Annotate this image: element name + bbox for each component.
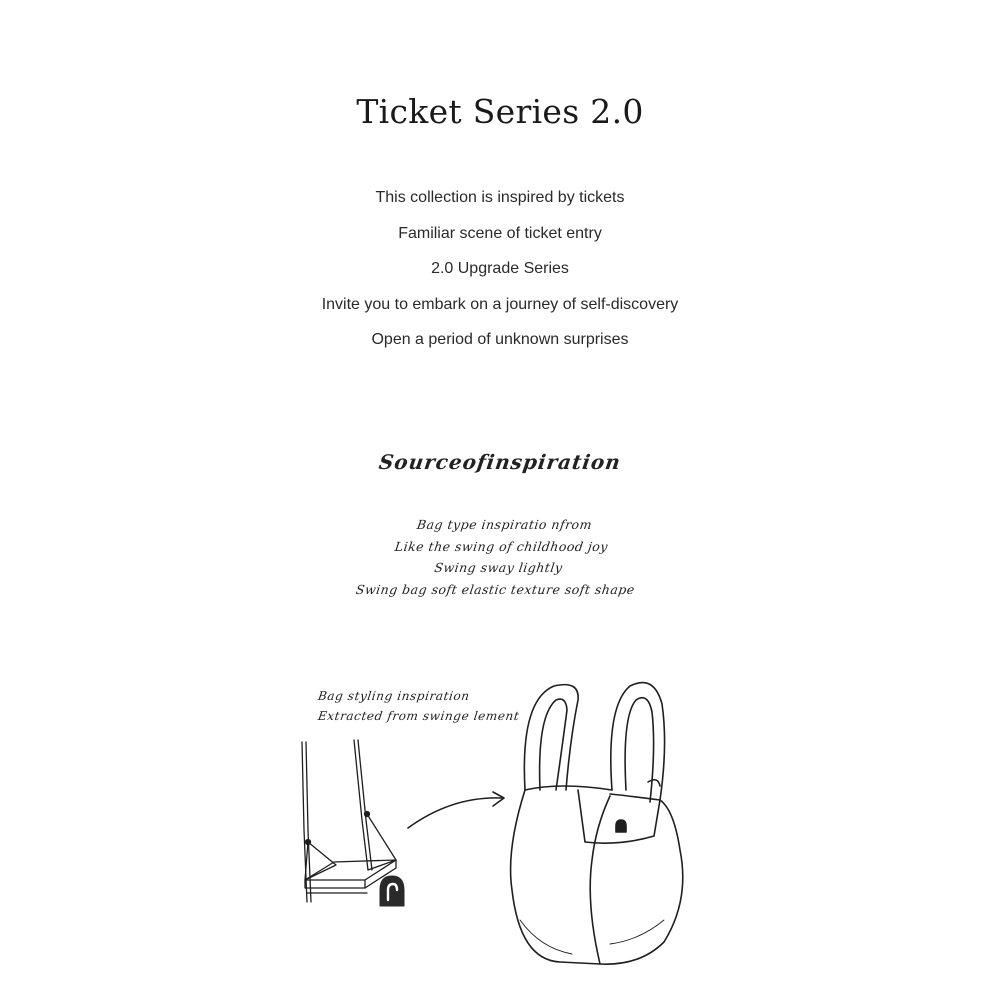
tote-bag-icon	[511, 683, 683, 965]
inspiration-line: Swing sway lightly	[433, 560, 564, 575]
styling-note-line: Bag styling inspiration	[317, 689, 471, 703]
intro-line: Invite you to embark on a journey of self-discovery	[321, 295, 679, 313]
lock-icon	[380, 876, 404, 906]
intro-line: Familiar scene of ticket entry	[398, 224, 602, 242]
intro-line: This collection is inspired by tickets	[375, 189, 625, 206]
inspiration-line: Like the swing of childhood joy	[393, 538, 610, 554]
arrow-icon	[408, 792, 504, 828]
intro-line: Open a period of unknown surprises	[371, 331, 629, 348]
styling-note-line: Extracted from swinge lement	[317, 709, 521, 723]
inspiration-heading: Sourceofinspiration	[377, 450, 623, 474]
page-title: Ticket Series 2.0	[356, 92, 644, 131]
swing-icon	[302, 740, 396, 902]
inspiration-line: Swing bag soft elastic texture soft shape	[355, 581, 636, 597]
intro-line: 2.0 Upgrade Series	[431, 260, 569, 277]
inspiration-line: Bag type inspiratio nfrom	[415, 517, 594, 532]
